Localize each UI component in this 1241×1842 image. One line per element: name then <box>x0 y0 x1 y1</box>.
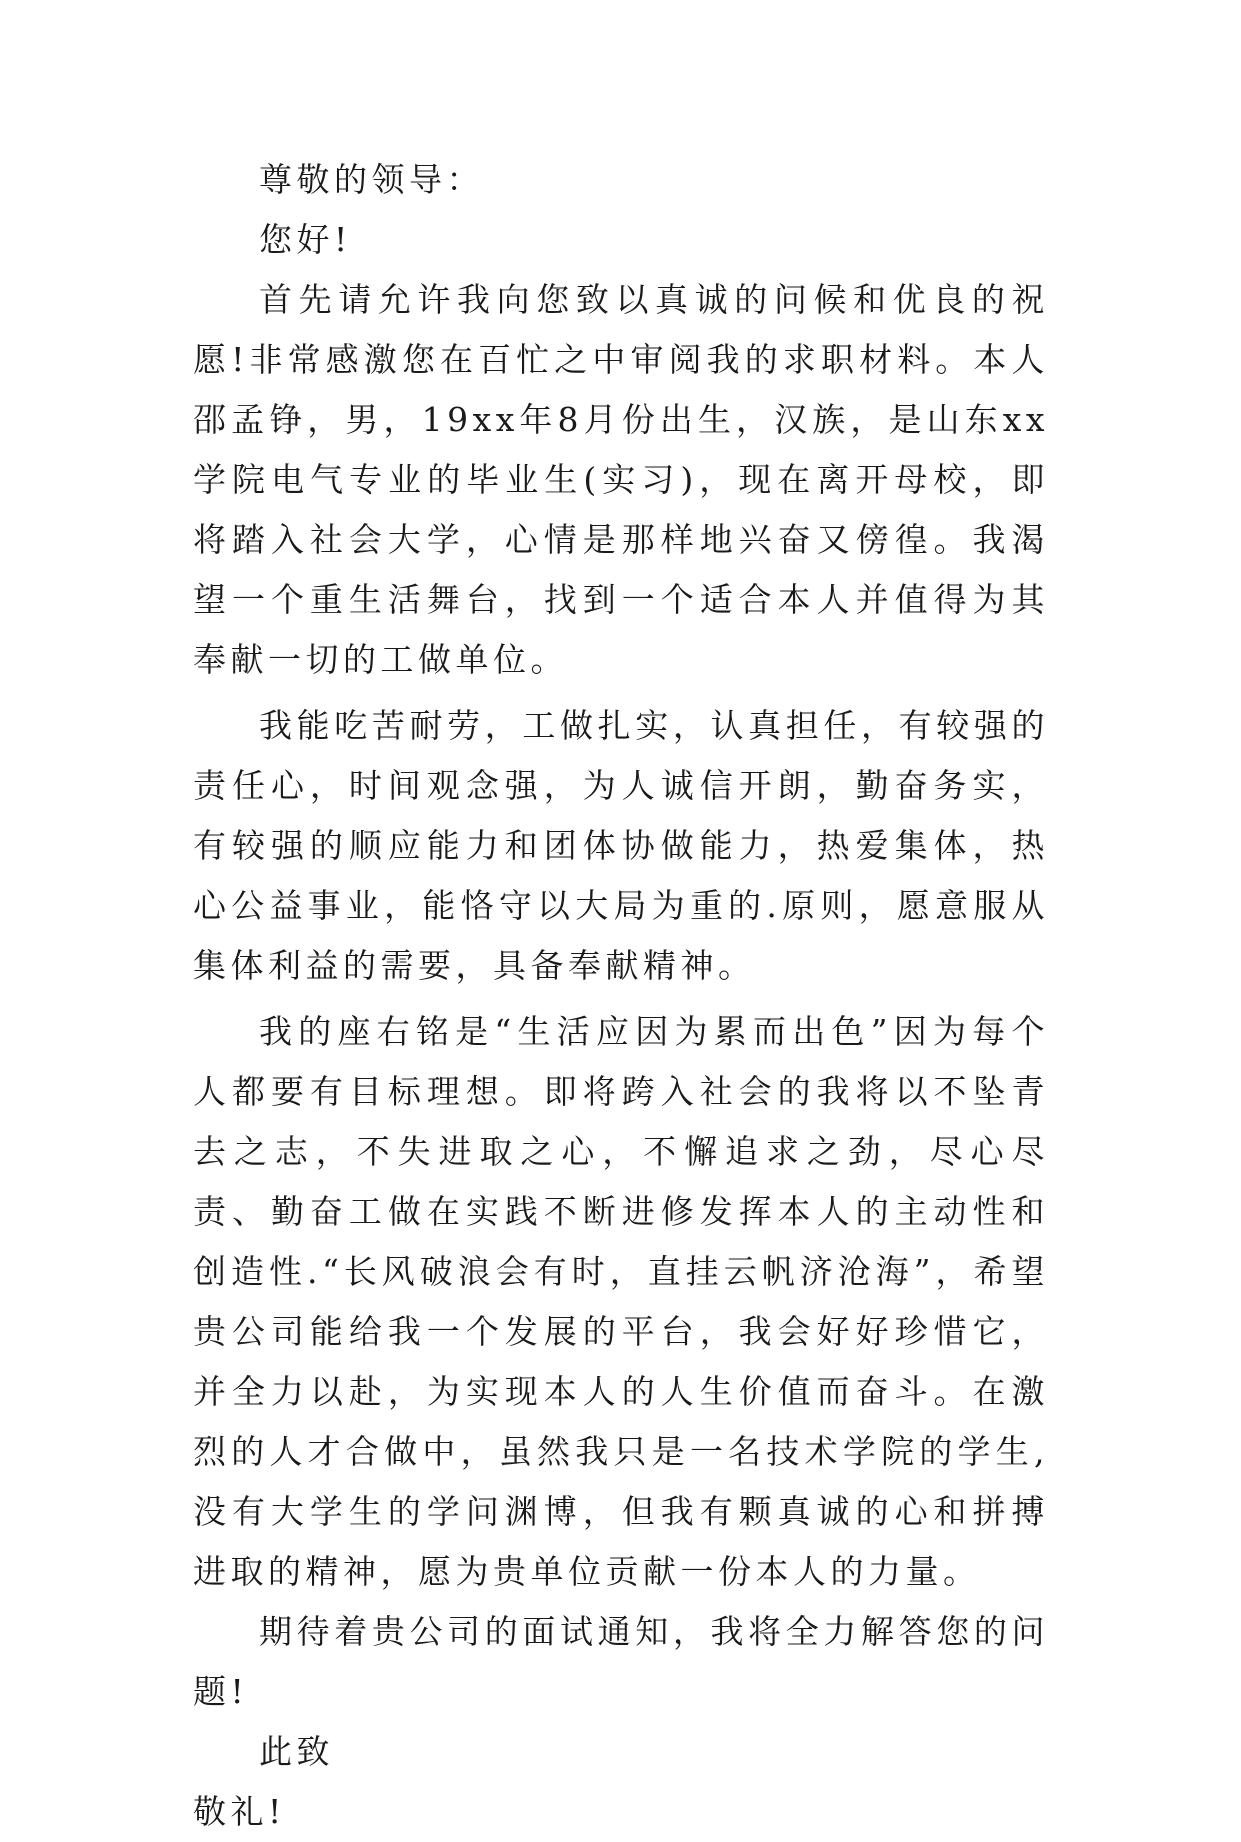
cover-letter <box>193 150 1049 1842</box>
greeting: 您好! <box>259 220 352 259</box>
paragraph-expectation: 期待着贵公司的面试通知，我将全力解答您的问题! <box>193 1612 1049 1711</box>
paragraph-qualities: 我能吃苦耐劳，工做扎实，认真担任，有较强的责任心，时间观念强，为人诚信开朗，勤奋务实，有较强的顺应能力和团体协做能力，热爱集体，热心公益事业，能恪守以大局为重的.原则，愿意服从集体利益的需要，具备奉献精神。 <box>193 706 1049 985</box>
paragraph-motto: 我的座右铭是“生活应因为累而出色”因为每个人都要有目标理想。即将跨入社会的我将以不坠青去之志，不失进取之心，不懈追求之劲，尽心尽责、勤奋工做在实践不断进修发挥本人的主动性和创造性.“长风破浪会有时，直挂云帆济沧海”，希望贵公司能给我一个发展的平台，我会好好珍惜它，并全力以赴，为实现本人的人生价值而奋斗。在激烈的人才合做中，虽然我只是一名技术学院的学生,没有大学生的学问渊博，但我有颗真诚的心和拼搏进取的精神，愿为贵单位贡献一份本人的力量。 <box>193 1012 1049 1591</box>
salutation: 尊敬的领导： <box>259 160 484 199</box>
paragraph-intro: 首先请允许我向您致以真诚的问候和优良的祝愿!非常感激您在百忙之中审阅我的求职材料。本人邵孟铮，男，19xx年8月份出生，汉族，是山东xx学院电气专业的毕业生(实习)，现在离开母校，即将踏入社会大学，心情是那样地兴奋又傍徨。我渴望一个重生活舞台，找到一个适合本人并值得为其奉献一切的工做单位。 <box>193 280 1049 679</box>
regards: 敬礼! <box>193 1792 286 1831</box>
closing: 此致 <box>259 1732 334 1771</box>
